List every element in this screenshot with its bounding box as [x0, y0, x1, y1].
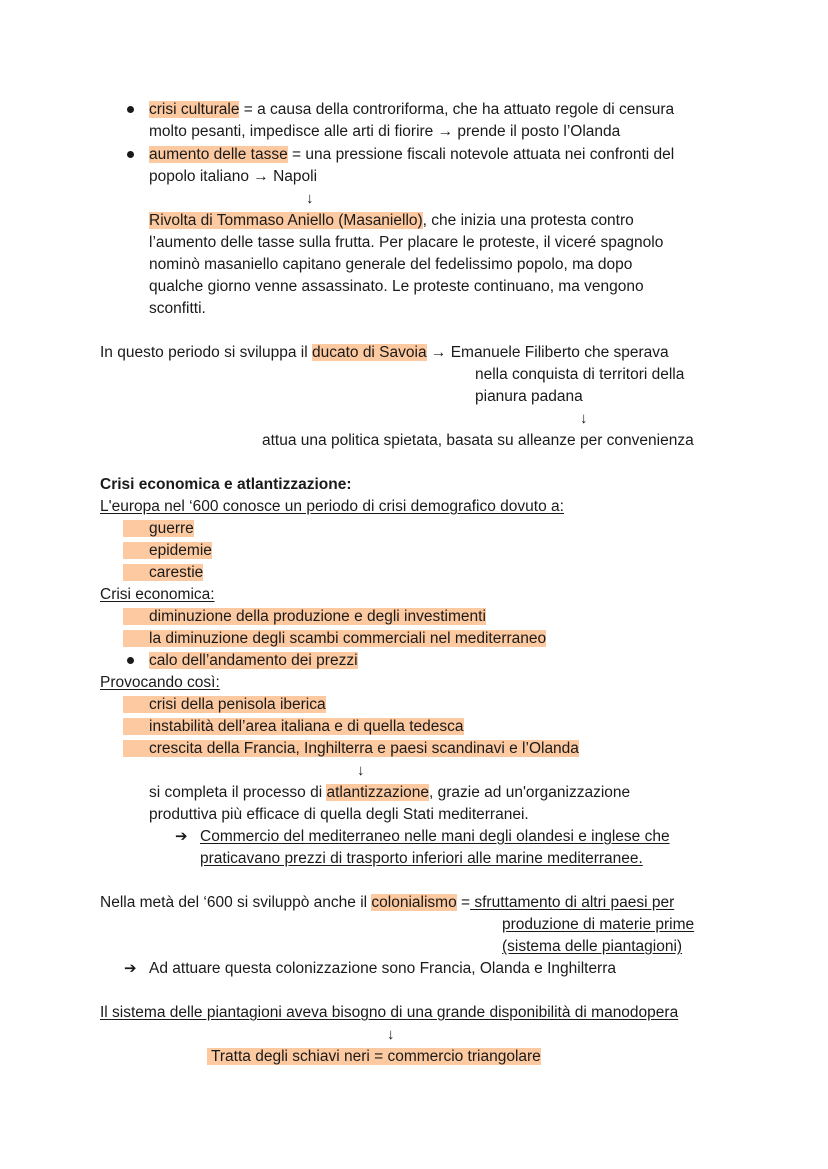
- highlight: guerre: [123, 520, 194, 537]
- text-line: (sistema delle piantagioni): [502, 938, 683, 955]
- subheading: Provocando così:: [100, 674, 220, 691]
- text-line: qualche giorno venne assassinato. Le proteste continuano, ma vengono: [149, 278, 644, 295]
- subheading: L'europa nel ‘600 conosce un periodo di crisi demografico dovuto a:: [100, 498, 564, 515]
- highlight: ducato di Savoia: [311, 344, 427, 361]
- text-line: molto pesanti, impedisce alle arti di fiorire → prende il posto l’Olanda: [149, 123, 621, 140]
- list-item: [123, 518, 194, 540]
- list-item: aumento delle tasse = una pressione fiscali notevole attuata nei confronti del: [149, 146, 675, 163]
- highlight: instabilità dell’area italiana e di quella tedesca: [123, 718, 464, 735]
- list-item: [123, 606, 486, 628]
- highlight: Tratta degli schiavi neri = commercio triangolare: [207, 1048, 541, 1065]
- bullet: [127, 151, 134, 158]
- text-line: sconfitti.: [149, 300, 206, 317]
- subheading: Crisi economica:: [100, 586, 215, 603]
- text-line: [207, 1046, 541, 1068]
- list-item: [123, 540, 212, 562]
- text-line: nella conquista di territori della: [475, 366, 685, 383]
- list-item: [123, 738, 579, 760]
- arrow-right-icon: ➔: [124, 960, 137, 977]
- list-item: [123, 716, 464, 738]
- text-line: produttiva più efficace di quella degli Stati mediterranei.: [149, 806, 529, 823]
- text-line: Ad attuare questa colonizzazione sono Francia, Olanda e Inghilterra: [149, 960, 617, 977]
- text-line: attua una politica spietata, basata su alleanze per convenienza: [262, 432, 694, 449]
- highlight: aumento delle tasse: [149, 146, 288, 163]
- highlight: crisi culturale: [149, 101, 240, 118]
- highlight: epidemie: [123, 542, 212, 559]
- highlight: carestie: [123, 564, 203, 581]
- list-item: [149, 650, 358, 672]
- text-line: Nella metà del ‘600 si sviluppò anche il colonialismo = sfruttamento di altri paesi per: [100, 894, 675, 911]
- list-item: [123, 562, 203, 584]
- highlight: colonialismo: [371, 894, 457, 911]
- text-line: nominò masaniello capitano generale del fedelissimo popolo, ma dopo: [149, 256, 633, 273]
- highlight: la diminuzione degli scambi commerciali nel mediterraneo: [123, 630, 546, 647]
- highlight: Rivolta di Tommaso Aniello (Masaniello): [149, 212, 423, 229]
- text-line: Rivolta di Tommaso Aniello (Masaniello), che inizia una protesta contro: [149, 212, 634, 229]
- text-line: l’aumento delle tasse sulla frutta. Per placare le proteste, il viceré spagnolo: [149, 234, 664, 251]
- arrow-right-icon: ➔: [175, 828, 188, 845]
- bullet: [127, 657, 134, 664]
- highlight: crescita della Francia, Inghilterra e paesi scandinavi e l’Olanda: [123, 740, 579, 757]
- text-line: pianura padana: [475, 388, 583, 405]
- highlight: diminuzione della produzione e degli investimenti: [123, 608, 486, 625]
- bullet: [127, 106, 134, 113]
- arrow-down-icon: ↓: [387, 1026, 395, 1043]
- list-item: [123, 694, 326, 716]
- text-line: Il sistema delle piantagioni aveva bisogno di una grande disponibilità di manodopera: [100, 1004, 679, 1021]
- text-line: si completa il processo di atlantizzazione, grazie ad un'organizzazione: [149, 784, 631, 801]
- section-heading: Crisi economica e atlantizzazione:: [100, 476, 352, 493]
- text-line: Commercio del mediterraneo nelle mani degli olandesi e inglese che: [200, 828, 670, 845]
- arrow-down-icon: ↓: [580, 410, 588, 427]
- list-item: [123, 628, 546, 650]
- text-line: In questo periodo si sviluppa il ducato di Savoia → Emanuele Filiberto che sperava: [100, 344, 669, 361]
- list-item: crisi culturale = a causa della controriforma, che ha attuato regole di censura: [149, 101, 675, 118]
- text-line: popolo italiano → Napoli: [149, 168, 318, 185]
- text-line: produzione di materie prime: [502, 916, 695, 933]
- text-line: praticavano prezzi di trasporto inferiori alle marine mediterranee.: [200, 850, 643, 867]
- arrow-down-icon: ↓: [357, 762, 365, 779]
- highlight: calo dell’andamento dei prezzi: [149, 652, 358, 669]
- arrow-down-icon: ↓: [306, 190, 314, 207]
- highlight: crisi della penisola iberica: [123, 696, 326, 713]
- highlight: atlantizzazione: [326, 784, 430, 801]
